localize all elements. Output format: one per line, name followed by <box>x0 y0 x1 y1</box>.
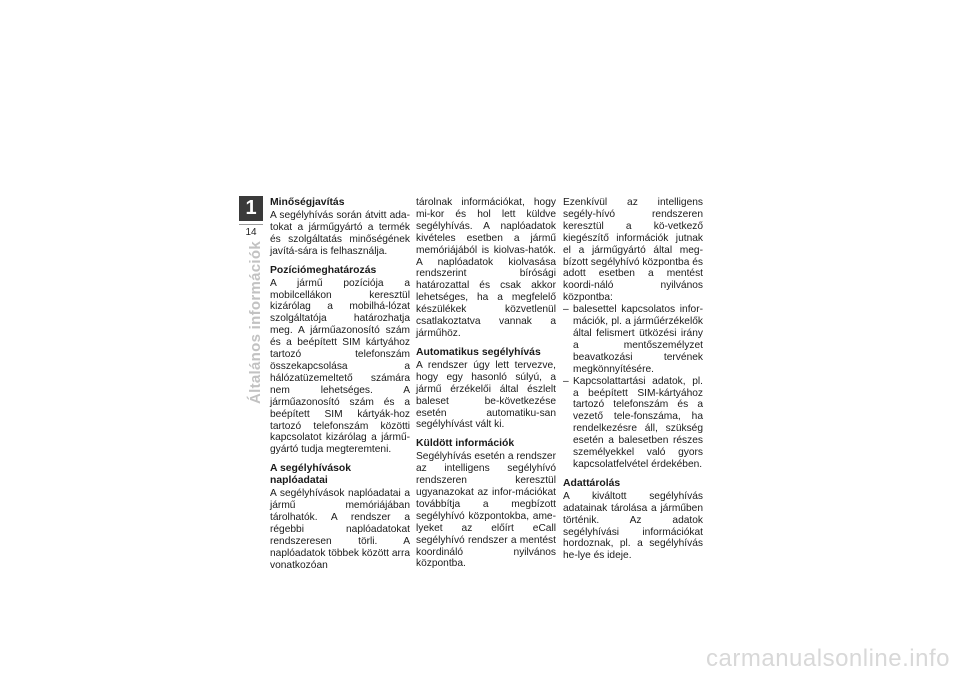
section-body: A segélyhívás során átvitt ada-tokat a járműgyártó a termék és szolgáltatás minőségének javítá-sára is felhasználja. <box>270 210 410 257</box>
section-body: A segélyhívások naplóadatai a jármű memóriájában tárolhatók. A rendszer a régebbi naplóadatokat rendszeresen törli. A naplóadatok többek között arra vonatkozóan <box>270 488 410 571</box>
section-sent-information <box>416 438 556 570</box>
section-heading: Pozíciómeghatározás <box>270 264 377 276</box>
section-heading: Küldött információk <box>416 438 515 450</box>
section-log-data-continued <box>416 197 556 340</box>
section-heading: A segélyhívások naplóadatai <box>270 463 352 487</box>
site-watermark: carmanualsonline.info <box>706 645 950 672</box>
text-column-2 <box>416 197 556 577</box>
list-item: – Kapcsolattartási adatok, pl. a beépített SIM-kártyához tartozó telefonszám és a vezető tele-fonszáma, ha rendelkezésre áll, szükség esetén a balesetben részes személyekkel való gyors kapcsolatfelvétel érdekében. <box>563 376 703 471</box>
section-intro: Ezenkívül az intelligens segély-hívó rendszeren keresztül a kö-vetkező kiegészítő információk jutnak el a járműgyártó által meg-bízott segélyhívó központba és adott esetben a mentést koordi-náló nyilvános központba: <box>563 197 703 304</box>
section-body: A kiváltott segélyhívás adatainak tárolása a járműben történik. Az adatok segélyhívási információkat hordoznak, pl. a segélyhívás he-lye és ideje. <box>563 490 703 562</box>
section-heading: Minőségjavítás <box>270 197 345 208</box>
section-body: tárolnak információkat, hogy mi-kor és hol lett küldve segélyhívás. A naplóadatok kivételes esetben a jármű memóriájából is kiolvas-hatók. A naplóadatok kiolvasása rendszerint bírósági határozattal és csak akkor lehetséges, ha a megfelelő készülékek közvetlenül csatlakoztatva vannak a járműhöz. <box>416 197 556 339</box>
text-column-3 <box>563 197 703 569</box>
page-number: 14 <box>239 224 263 238</box>
section-quality <box>270 197 410 258</box>
section-body: Segélyhívás esetén a rendszer az intelligens segélyhívó rendszeren keresztül ugyanazokat az infor-mációkat továbbítja a megbízott segélyhívó központokba, ame-lyeket az előírt eCall segélyhívó rendszer a mentést koordináló nyilvános központba. <box>416 451 556 570</box>
chapter-side-title: Általános információk <box>247 240 264 404</box>
section-body: A rendszer úgy lett tervezve, hogy egy hasonló súlyú, a jármű érzékelői által észlelt baleset be-következése esetén automatiku-san segélyhívást vált ki. <box>416 359 556 431</box>
section-additional-info <box>563 197 703 471</box>
list-item: – balesettel kapcsolatos infor-mációk, pl. a járműérzékelők által felismert ütközési irány a mentőszemélyzet beavatkozási tervének megkönnyítésére. <box>563 304 703 375</box>
section-heading: Automatikus segélyhívás <box>416 346 541 358</box>
section-body: A jármű pozíciója a mobilcellákon keresztül kizárólag a mobilhá-lózat szolgáltatója határozhatja meg. A járműazonosító szám és a beépített SIM kártyához tartozó telefonszám összekapcsolása a hálózatüzemeltető számára nem lehetséges. A járműazonosító szám és a beépített SIM kártyák-hoz tartozó telefonszám közötti kapcsolatot kizárólag a jármű-gyártó tudja megteremteni. <box>270 277 410 456</box>
dash-list <box>563 304 703 471</box>
section-data-storage <box>563 478 703 562</box>
text-column-1 <box>270 197 410 579</box>
section-heading: Adattárolás <box>563 477 621 489</box>
chapter-number-badge: 1 <box>239 196 263 221</box>
section-automatic-call <box>416 347 556 431</box>
section-log-data <box>270 463 410 571</box>
section-positioning <box>270 265 410 457</box>
